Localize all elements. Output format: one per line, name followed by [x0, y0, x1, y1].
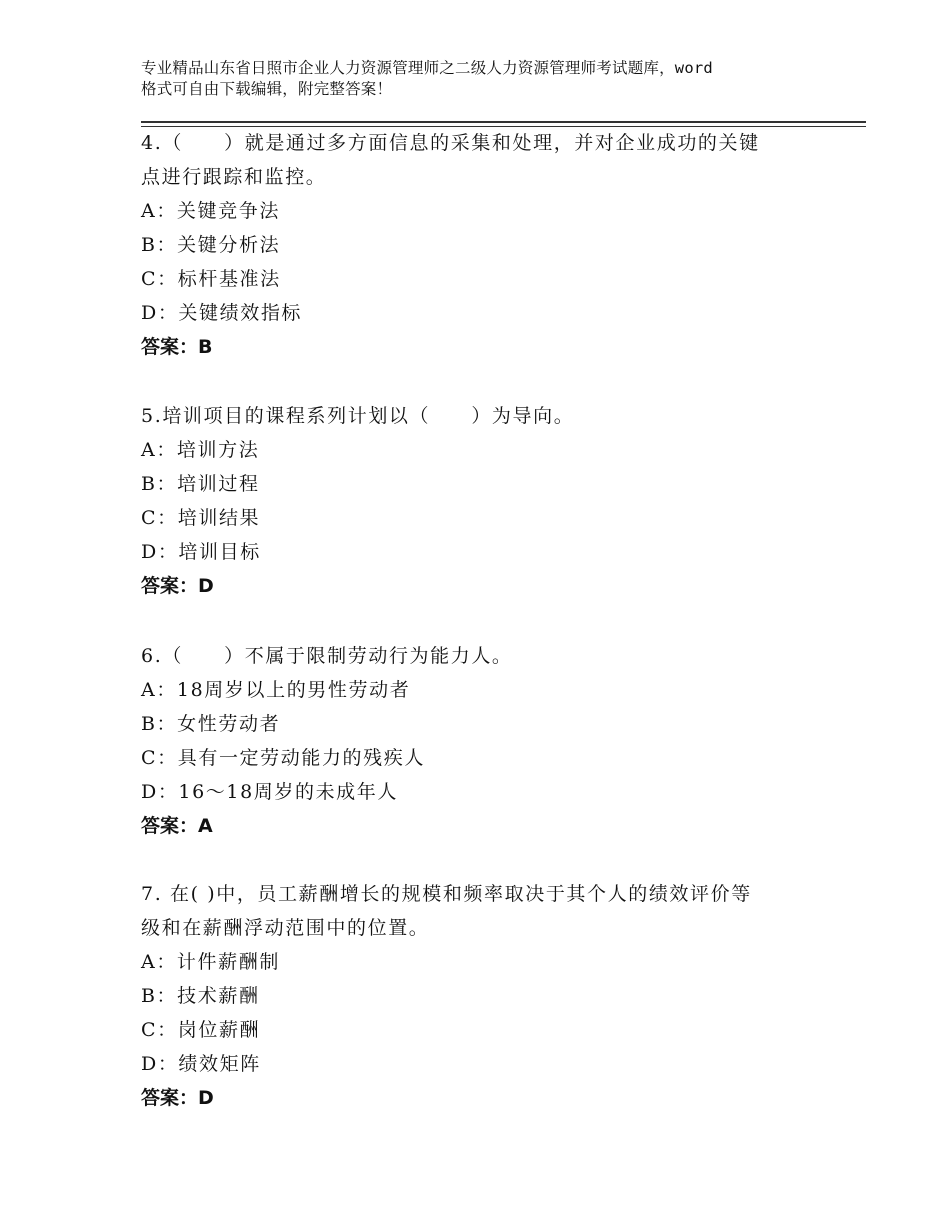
option-b: B：女性劳动者	[141, 713, 281, 735]
option-b: B：培训过程	[141, 473, 260, 495]
question-stem-line: 点进行跟踪和监控。	[141, 166, 327, 188]
option-a: A：关键竞争法	[141, 200, 280, 222]
option-a: A：18周岁以上的男性劳动者	[141, 679, 411, 701]
option-a: A：计件薪酬制	[141, 951, 280, 973]
option-c: C：标杆基准法	[141, 268, 281, 290]
option-c: C：具有一定劳动能力的残疾人	[141, 747, 425, 769]
header-divider-thick	[141, 121, 866, 123]
question-stem-line: 5.培训项目的课程系列计划以（ ）为导向。	[141, 405, 575, 427]
answer-label: 答案：A	[141, 815, 213, 837]
question-stem-line: 6.（ ）不属于限制劳动行为能力人。	[141, 645, 513, 667]
question-4	[141, 126, 821, 364]
question-6	[141, 639, 821, 843]
page-header	[141, 58, 841, 100]
option-d: D：关键绩效指标	[141, 302, 303, 324]
option-a: A：培训方法	[141, 439, 260, 461]
option-d: D：培训目标	[141, 541, 261, 563]
option-d: D：绩效矩阵	[141, 1053, 261, 1075]
option-c: C：培训结果	[141, 507, 261, 529]
answer-label: 答案：D	[141, 575, 214, 597]
header-line-1: 专业精品山东省日照市企业人力资源管理师之二级人力资源管理师考试题库，word	[141, 59, 713, 77]
option-b: B：技术薪酬	[141, 985, 260, 1007]
question-stem-line: 4.（ ）就是通过多方面信息的采集和处理，并对企业成功的关键	[141, 132, 760, 154]
header-line-2: 格式可自由下载编辑，附完整答案！	[141, 80, 393, 98]
question-7	[141, 877, 821, 1115]
question-stem-line: 7. 在( )中，员工薪酬增长的规模和频率取决于其个人的绩效评价等	[141, 883, 752, 905]
question-stem-line: 级和在薪酬浮动范围中的位置。	[141, 917, 430, 939]
option-c: C：岗位薪酬	[141, 1019, 261, 1041]
question-5	[141, 399, 821, 603]
answer-label: 答案：D	[141, 1087, 214, 1109]
option-d: D：16～18周岁的未成年人	[141, 781, 398, 803]
answer-label: 答案：B	[141, 336, 213, 358]
option-b: B：关键分析法	[141, 234, 281, 256]
